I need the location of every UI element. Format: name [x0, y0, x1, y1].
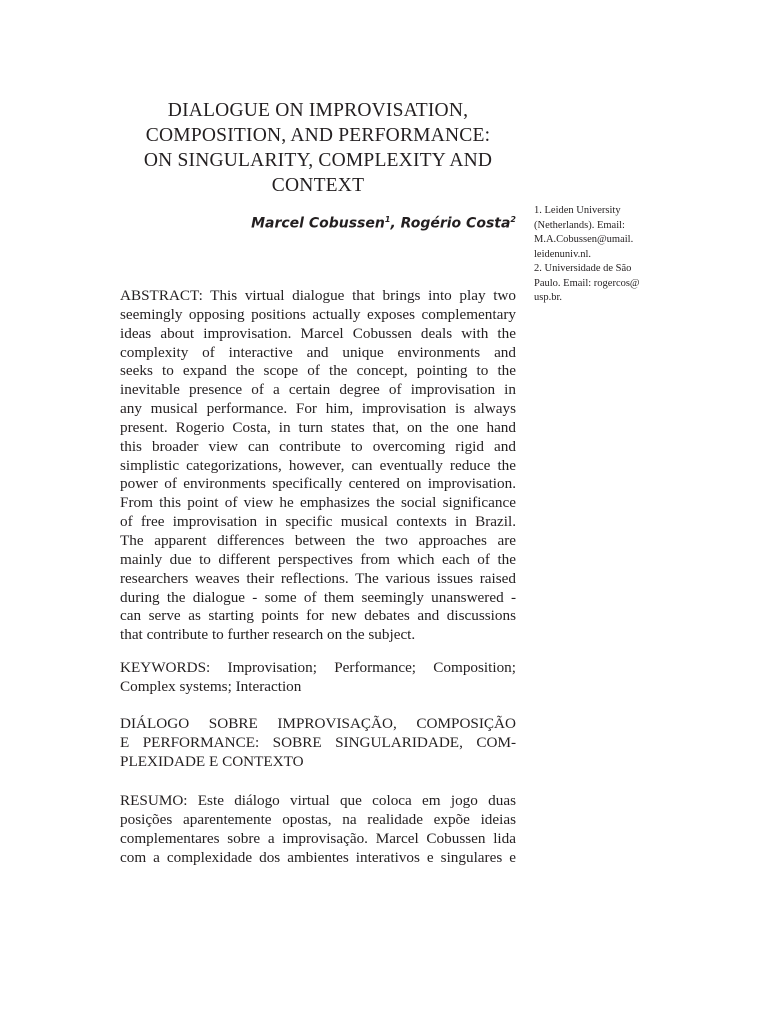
abstract-line: that contribute to further research on the subject.	[120, 626, 416, 644]
abstract-line: researchers weaves their reflections. The various issues raised	[120, 569, 516, 587]
note-line: M.A.Cobussen@umail.	[534, 234, 634, 245]
title-line: DIALOGUE ON IMPROVISATION,	[167, 100, 469, 121]
abstract-line: this broader view can contribute to overcoming rigid and	[120, 437, 516, 455]
abstract-line: The apparent differences between the two approaches are	[120, 531, 516, 549]
abstract-line: ABSTRACT: This virtual dialogue that brings into play two	[120, 287, 516, 304]
note-line: leidenuniv.nl.	[534, 248, 592, 260]
resumo-line: com a complexidade dos ambientes interativos e singulares e	[120, 848, 516, 866]
author-footnote-mark-2: 2	[510, 215, 516, 224]
portuguese-title-line: DIÁLOGO SOBRE IMPROVISAÇÃO, COMPOSIÇÃO	[120, 715, 516, 732]
paper-title	[120, 98, 516, 198]
note-line: Paulo. Email: rogercos@	[534, 277, 640, 289]
title-line: CONTEXT	[271, 175, 365, 196]
note-line: usp.br.	[534, 292, 563, 303]
author-line	[251, 210, 516, 234]
portuguese-title-line: E PERFORMANCE: SOBRE SINGULARIDADE, COM-	[120, 733, 516, 751]
abstract-line: seeks to expand the scope of the concept, pointing to the	[120, 362, 516, 380]
resumo-line: posições aparentemente opostas, na realidade expõe ideias	[120, 810, 516, 828]
author-separator: ,	[390, 215, 401, 232]
abstract-paragraph	[120, 287, 516, 645]
abstract-line: simplistic categorizations, however, can eventually reduce the	[120, 456, 516, 474]
keywords-line: KEYWORDS: Improvisation; Performance; Composition;	[120, 659, 516, 676]
abstract-line: ideas about improvisation. Marcel Cobussen deals with the	[120, 324, 516, 342]
abstract-line: inevitable presence of a certain degree of improvisation in	[120, 381, 516, 399]
author-name-2: Rogério Costa	[400, 215, 511, 232]
keywords-paragraph	[120, 659, 516, 697]
abstract-line: can serve as starting points for new debates and discussions	[120, 607, 516, 625]
portuguese-title	[120, 715, 516, 772]
note-line: (Netherlands). Email:	[534, 219, 625, 231]
abstract-line: From this point of view he emphasizes the social significance	[120, 494, 516, 512]
abstract-line: power of environments specifically centered on improvisation.	[120, 475, 516, 493]
author-footnote-mark-1: 1	[384, 215, 391, 224]
abstract-line: seemingly opposing positions actually exposes complementary	[120, 305, 516, 323]
abstract-line: any musical performance. For him, improvisation is always	[120, 400, 516, 418]
author-name-1: Marcel Cobussen	[251, 215, 385, 232]
author-affiliation-notes	[534, 204, 664, 306]
resumo-line: RESUMO: Este diálogo virtual que coloca em jogo duas	[120, 792, 516, 809]
keywords-line: Complex systems; Interaction	[120, 677, 302, 695]
note-line: 1. Leiden University	[534, 205, 621, 216]
title-line: ON SINGULARITY, COMPLEXITY AND	[143, 150, 493, 171]
abstract-line: of free improvisation in specific musical contexts in Brazil.	[120, 513, 516, 531]
abstract-line: during the dialogue - some of them seemingly unanswered -	[120, 588, 516, 606]
abstract-line: complexity of interactive and unique environments and	[120, 343, 516, 361]
abstract-line: mainly due to different perspectives from which each of the	[120, 550, 516, 568]
note-line: 2. Universidade de São	[534, 263, 632, 274]
resumo-paragraph	[120, 792, 516, 867]
abstract-line: present. Rogerio Costa, in turn states that, on the one hand	[120, 418, 516, 436]
title-line: COMPOSITION, AND PERFORMANCE:	[145, 125, 491, 146]
resumo-line: complementares sobre a improvisação. Marcel Cobussen lida	[120, 829, 516, 847]
portuguese-title-line: PLEXIDADE E CONTEXTO	[120, 752, 304, 770]
